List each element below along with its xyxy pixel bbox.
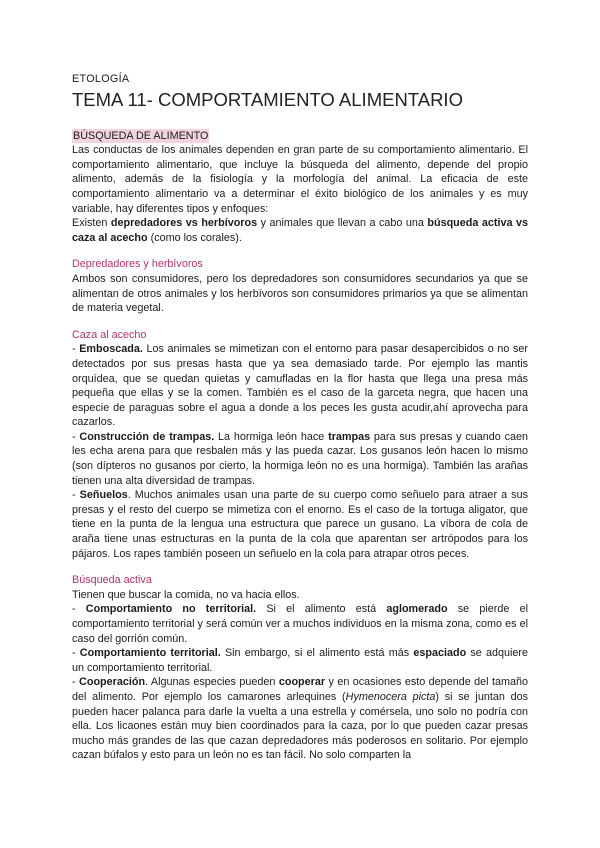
subsection-heading-caza: Caza al acecho	[72, 328, 147, 341]
subsection-heading-depredadores: Depredadores y herbívoros	[72, 258, 203, 271]
subsection-heading-busqueda: Búsqueda activa	[72, 574, 152, 587]
emboscada-paragraph: - Emboscada. Los animales se mimetizan con el entorno para pasar desapercibidos o no ser detectados por sus presas hasta que ya sea demasiado tarde. Por ejemplo las mantis orquídea, que se quedan quietas y camufladas en la flor hasta que llega una presa más pequeña que ellas y se la comen. También es el caso de la garceta negra, que hacen una especie de paraguas sobre el agua a donde a los peces les gusta acudir,ahí aprovecha para cazarlos.	[72, 343, 528, 429]
section-busqueda-alimento	[72, 129, 528, 246]
section-heading: BÚSQUEDA DE ALIMENTO	[73, 129, 209, 142]
subsection-busqueda-activa	[72, 573, 528, 763]
depredadores-paragraph: Ambos son consumidores, pero los depredadores son consumidores secundarios ya que se alimentan de otros animales y los herbívoros son consumidores primarios ya que se alimentan de materia vegetal.	[72, 272, 528, 315]
territorial-paragraph: - Comportamiento territorial. Sin embargo, si el alimento está más espaciado se adquiere un comportamiento territorial.	[72, 647, 528, 674]
cooperacion-paragraph: - Cooperación. Algunas especies pueden cooperar y en ocasiones esto depende del tamaño del alimento. Por ejemplo los camarones arlequines (Hymenocera picta) si se juntan dos pueden hacer palanca para darle la vuelta a una estrella y comérsela, uno solo no podría con ella. Los licaones están muy bien coordinados para la caza, por lo que pueden cazar presas mucho más grandes de las que cazan depredadores más poderosos en solitario. Por ejemplo cazan búfalos y esto para un león no es tan fácil. No solo comparten la	[72, 676, 529, 762]
trampas-label: Construcción de trampas.	[79, 430, 215, 443]
page-title: TEMA 11- COMPORTAMIENTO ALIMENTARIO	[72, 88, 463, 110]
intro-paragraph: Las conductas de los animales dependen en gran parte de su comportamiento alimentario. El comportamiento alimentario, que incluye la búsqueda del alimento, depende del propio alimento, además de la fisiología y la morfología del animal. La eficacia de este comportamiento alimentario va a determinar el éxito biológico de los animales y es muy variable, hay diferentes tipos y enfoques:	[72, 144, 528, 215]
territorial-label: Comportamiento territorial.	[79, 647, 221, 660]
bold-depredadores-herbivoros: depredadores vs herbívoros	[110, 217, 258, 230]
no-territorial-label: Comportamiento no territorial.	[85, 603, 257, 616]
cooperacion-label: Cooperación	[79, 676, 146, 689]
intro-types-paragraph: Existen depredadores vs herbívoros y animales que llevan a cabo una búsqueda activa vs caza al acecho (como los corales).	[72, 217, 529, 244]
senuelos-label: Señuelos	[79, 489, 128, 502]
senuelos-paragraph: - Señuelos. Muchos animales usan una parte de su cuerpo como señuelo para atraer a sus presas y el resto del cuerpo se mimetiza con el enorno. Es el caso de la tortuga aligator, que tiene en la punta de la lengua una estructura que parece un gusano. La víbora de cola de araña tiene unas estructuras en la punta de la cola que aparentan ser artrópodos para los pájaros. Los rapes también poseen un señuelo en la cola para atrapar otros peces.	[72, 489, 528, 560]
bold-busqueda-caza: búsqueda activa vs caza al acecho	[72, 217, 529, 244]
species-name: Hymenocera picta	[345, 690, 436, 703]
subject-label: ETOLOGÍA	[72, 73, 130, 85]
subsection-depredadores	[72, 257, 528, 315]
emboscada-label: Emboscada.	[79, 343, 143, 356]
subsection-caza	[72, 328, 528, 562]
no-territorial-paragraph: - Comportamiento no territorial. Si el alimento está aglomerado se pierde el comportamiento territorial y será común ver a muchos individuos en la misma zona, como es el caso del gorrión común.	[72, 603, 528, 645]
busqueda-intro: Tienen que buscar la comida, no va hacia ellos.	[72, 588, 300, 601]
trampas-paragraph: - Construcción de trampas. La hormiga león hace trampas para sus presas y cuando caen les echa arena para que resbalen más y las pueda cazar. Los gusanos león hacen lo mismo (son dípteros no gusanos por cierto, la hormiga león no es una hormiga). También las arañas tienen una alta diversidad de trampas.	[72, 430, 528, 487]
